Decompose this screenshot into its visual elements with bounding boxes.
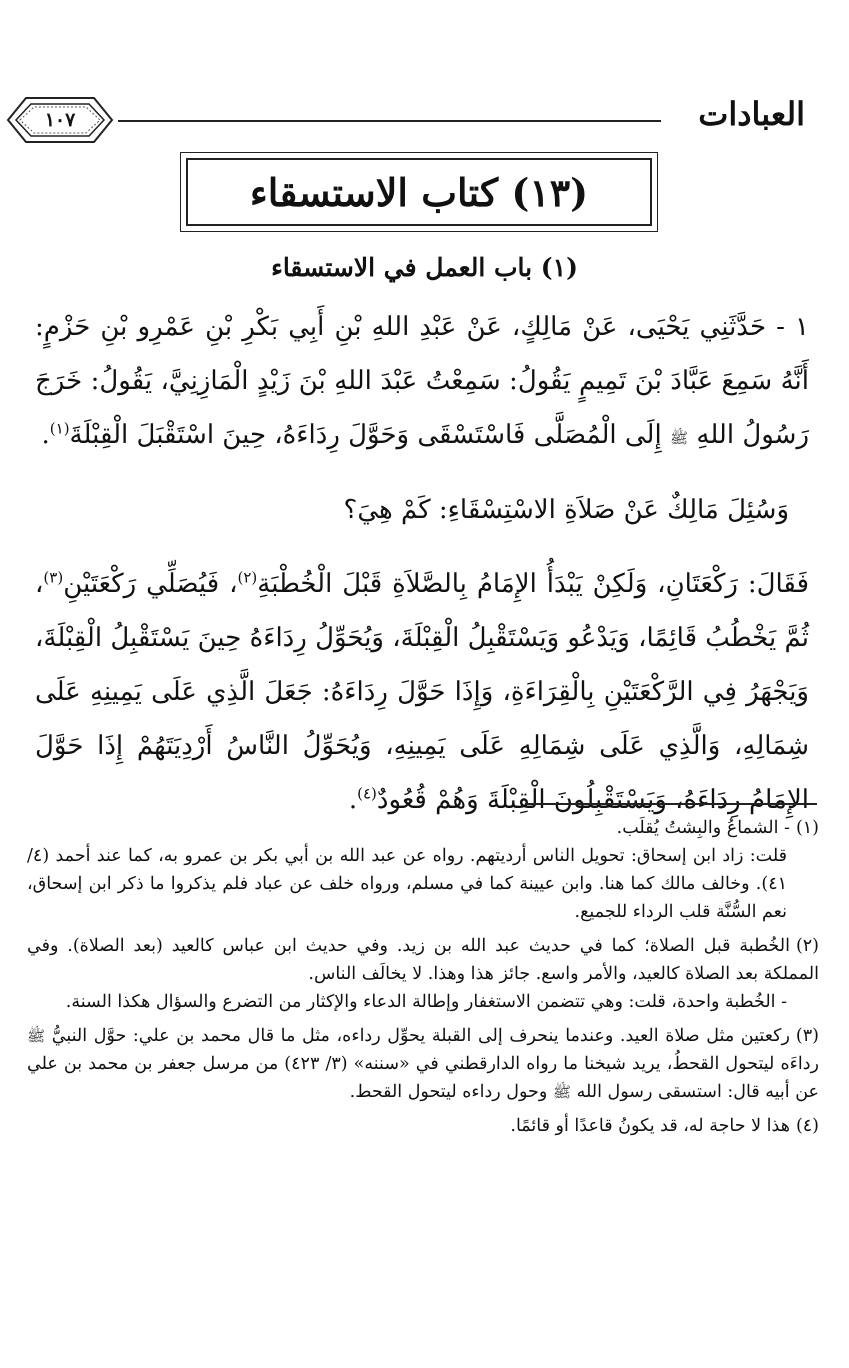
hadith-text-part1: ١ - حَدَّثَنِي يَحْيَى، عَنْ مَالِكٍ، عَنْ عَبْدِ اللهِ بْنِ أَبِي بَكْرِ بْنِ عَمْرِو بْنِ حَزْمٍ: أَنَّهُ سَمِعَ عَبَّادَ بْنَ تَمِيمٍ يَقُولُ: سَمِعْتُ عَبْدَ اللهِ بْنَ زَيْدٍ الْمَازِنِيَّ، يَقُولُ: خَرَجَ رَسُولُ اللهِ — [35, 312, 809, 450]
footnote-number: (٣) — [795, 1026, 819, 1046]
hadith-end-mark: . — [41, 420, 50, 450]
footnote-rule — [525, 803, 817, 805]
book-title: (١٣) كتاب الاستسقاء — [249, 170, 589, 215]
footnote-text-end: وحول رداءه ليتحول القحط. — [349, 1082, 548, 1102]
hadith-paragraph — [35, 300, 809, 465]
footnote-ref-1: (١) — [49, 419, 70, 438]
answer-end-mark: . — [348, 785, 358, 815]
footnote-text: الخُطبة قبل الصلاة؛ كما في حديث عبد الله بن زيد. وفي حديث ابن عباس كالعيد (بعد الصلاة). وفي المملكة بعد الصلاة كالعيد، والأمر واسع. جائز هذا وهذا. لا يخالَف الناس. — [27, 936, 819, 984]
footnote-text-continued: قلت: زاد ابن إسحاق: تحويل الناس أرديتهم. رواه عن عبد الله بن أبي بكر بن عمرو به، كما عند أحمد (٤/ ٤١). وخالف مالك كما هنا. وابن عيينة كما في مسلم، ورواه خلف عن عباد فلم يذكروا ما ذكر ابن إسحاق، نعم السُّنَّة قلب الرداء للجميع. — [27, 846, 787, 922]
answer-paragraph — [35, 557, 809, 827]
chapter-title: (١) باب العمل في الاستسقاء — [271, 253, 578, 282]
salawat-symbol: ﷺ — [27, 1027, 46, 1045]
salawat-symbol: ﷺ — [552, 1083, 572, 1101]
footnote-1 — [27, 814, 819, 926]
footnote-3 — [27, 1022, 819, 1106]
footnote-4 — [27, 1112, 819, 1140]
footnote-text-continued: - الخُطبة واحدة، قلت: وهي تتضمن الاستغفار وإطالة الدعاء والإكثار من التضرع والسؤال هكذا السنة. — [65, 992, 787, 1012]
answer-text-part3: ، ثُمَّ يَخْطُبُ قَائِمًا، وَيَدْعُو وَيَسْتَقْبِلُ الْقِبْلَةَ، وَيُحَوِّلُ رِدَاءَهُ حِينَ يَسْتَقْبِلُ الْقِبْلَةَ، وَيَجْهَرُ فِي الرَّكْعَتَيْنِ بِالْقِرَاءَةِ، وَإِذَا حَوَّلَ رِدَاءَهُ: جَعَلَ الَّذِي عَلَى يَمِينِهِ عَلَى شِمَالِهِ، وَالَّذِي عَلَى شِمَالِهِ عَلَى يَمِينِهِ، وَيُحَوِّلُ النَّاسُ أَرْدِيَتَهُمْ إِذَا حَوَّلَ الإِمَامُ رِدَاءَهُ، وَيَسْتَقْبِلُونَ الْقِبْلَةَ وَهُمْ قُعُودٌ — [35, 569, 809, 815]
header-rule — [118, 120, 661, 122]
answer-text-part1: فَقَالَ: رَكْعَتَانِ، وَلَكِنْ يَبْدَأُ الإِمَامُ بِالصَّلاَةِ قَبْلَ الْخُطْبَةِ — [257, 569, 809, 599]
footnote-ref-3: (٣) — [43, 568, 64, 587]
section-name: العبادات — [698, 95, 805, 133]
footnote-number: (١) — [795, 818, 819, 838]
footnote-number: (٢) — [795, 936, 819, 956]
answer-text-part2: ، فَيُصَلِّي رَكْعَتَيْنِ — [63, 569, 238, 599]
footnote-2 — [27, 932, 819, 1016]
footnote-text-continued: رداءَه ليتحول القحطُ، يريد شيخنا ما رواه الدارقطني في «سننه» (٣/ ٤٢٣) من مرسل جعفر بن محمد بن علي عن أبيه قال: استسقى رسول الله — [27, 1054, 819, 1102]
footnote-text: هذا لا حاجة له، قد يكونُ قاعدًا أو قائمًا. — [510, 1116, 790, 1136]
hadith-text-part2: إِلَى الْمُصَلَّى فَاسْتَسْقَى وَحَوَّلَ رِدَاءَهُ، حِينَ اسْتَقْبَلَ الْقِبْلَةَ — [69, 420, 662, 450]
salawat-symbol: ﷺ — [669, 429, 689, 447]
footnote-ref-2: (٢) — [237, 568, 258, 587]
main-text — [35, 300, 809, 827]
footnotes — [27, 814, 819, 1146]
running-header — [0, 92, 849, 152]
question-paragraph: وَسُئِلَ مَالِكٌ عَنْ صَلاَةِ الاسْتِسْقَاءِ: كَمْ هِيَ؟ — [343, 495, 789, 525]
footnote-ref-4: (٤) — [357, 784, 377, 803]
book-title-box — [180, 152, 658, 232]
footnote-number: (٤) — [795, 1116, 819, 1136]
footnote-text: ركعتين مثل صلاة العيد. وعندما ينحرف إلى القبلة يحوِّل رداءه، مثل ما قال محمد بن علي: حوَّل النبيُّ — [51, 1026, 790, 1046]
page-number: ١٠٧ — [44, 109, 76, 131]
footnote-text: - الشماعُ والبِشتُ يُقلَب. — [616, 818, 790, 838]
